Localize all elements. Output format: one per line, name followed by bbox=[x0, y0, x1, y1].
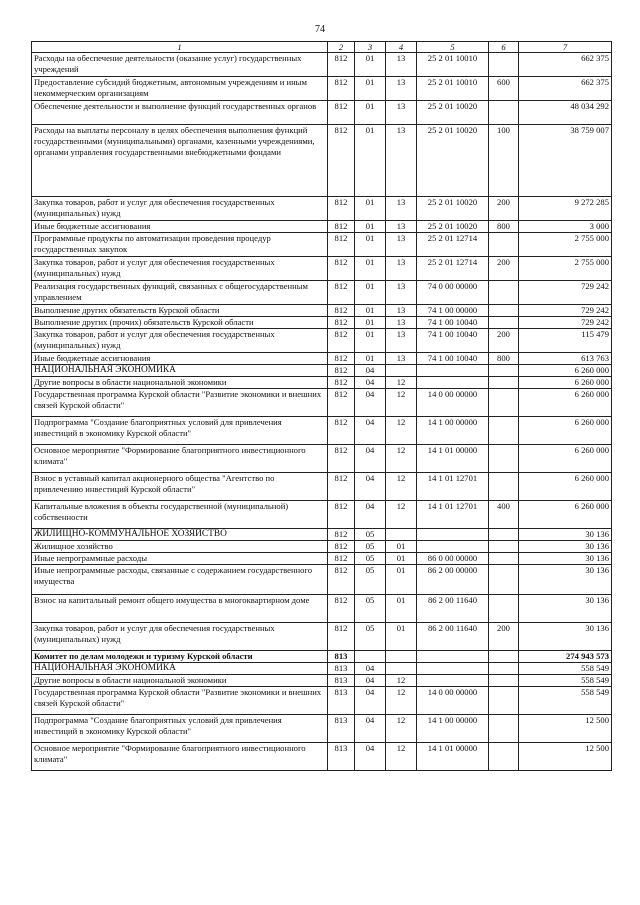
cell-pr: 12 bbox=[386, 675, 417, 687]
cell-csr: 25 2 01 12714 bbox=[417, 233, 489, 257]
cell-pr: 12 bbox=[386, 389, 417, 417]
header-col-6: 6 bbox=[489, 42, 519, 53]
cell-sum: 38 759 007 bbox=[519, 125, 612, 197]
cell-name: Взнос в уставный капитал акционерного общества "Агентство по привлечению инвестиций Курской области" bbox=[32, 473, 328, 501]
cell-pr: 13 bbox=[386, 77, 417, 101]
table-row bbox=[32, 541, 612, 553]
cell-name: Жилищное хозяйство bbox=[32, 541, 328, 553]
cell-name: Государственная программа Курской области "Развитие экономики и внешних связей Курской области" bbox=[32, 687, 328, 715]
table-row bbox=[32, 445, 612, 473]
cell-sum: 6 260 000 bbox=[519, 365, 612, 377]
table-row bbox=[32, 651, 612, 663]
cell-name: НАЦИОНАЛЬНАЯ ЭКОНОМИКА bbox=[32, 663, 328, 675]
cell-pr bbox=[386, 663, 417, 675]
cell-sum: 6 260 000 bbox=[519, 377, 612, 389]
cell-sum: 30 136 bbox=[519, 529, 612, 541]
cell-sum: 48 034 292 bbox=[519, 101, 612, 125]
cell-gr: 812 bbox=[328, 377, 355, 389]
cell-pr: 01 bbox=[386, 595, 417, 623]
cell-rz: 01 bbox=[355, 53, 386, 77]
cell-sum: 30 136 bbox=[519, 565, 612, 595]
cell-csr: 25 2 01 10010 bbox=[417, 77, 489, 101]
cell-vr bbox=[489, 281, 519, 305]
cell-rz: 05 bbox=[355, 553, 386, 565]
cell-vr: 100 bbox=[489, 125, 519, 197]
cell-csr: 25 2 01 12714 bbox=[417, 257, 489, 281]
table-row bbox=[32, 101, 612, 125]
header-col-5: 5 bbox=[417, 42, 489, 53]
cell-gr: 812 bbox=[328, 257, 355, 281]
cell-csr bbox=[417, 377, 489, 389]
cell-name: Закупка товаров, работ и услуг для обеспечения государственных (муниципальных) нужд bbox=[32, 623, 328, 651]
cell-gr: 812 bbox=[328, 281, 355, 305]
cell-csr: 14 1 01 00000 bbox=[417, 445, 489, 473]
cell-name: Взнос на капитальный ремонт общего имущества в многоквартирном доме bbox=[32, 595, 328, 623]
cell-csr bbox=[417, 675, 489, 687]
cell-name: Предоставление субсидий бюджетным, автономным учреждениям и иным некоммерческим организациям bbox=[32, 77, 328, 101]
cell-pr bbox=[386, 529, 417, 541]
header-row bbox=[32, 42, 612, 53]
cell-rz: 04 bbox=[355, 501, 386, 529]
cell-csr: 25 2 01 10020 bbox=[417, 101, 489, 125]
cell-name: Выполнение других (прочих) обязательств Курской области bbox=[32, 317, 328, 329]
cell-vr bbox=[489, 687, 519, 715]
table-row bbox=[32, 353, 612, 365]
cell-pr: 01 bbox=[386, 541, 417, 553]
cell-csr: 25 2 01 10020 bbox=[417, 221, 489, 233]
table-row bbox=[32, 473, 612, 501]
cell-gr: 812 bbox=[328, 565, 355, 595]
cell-name: Программные продукты по автоматизации проведения процедур государственных закупок bbox=[32, 233, 328, 257]
cell-name: Обеспечение деятельности и выполнение функций государственных органов bbox=[32, 101, 328, 125]
cell-pr: 01 bbox=[386, 565, 417, 595]
cell-pr: 12 bbox=[386, 715, 417, 743]
cell-vr bbox=[489, 473, 519, 501]
cell-pr: 13 bbox=[386, 329, 417, 353]
cell-pr: 01 bbox=[386, 553, 417, 565]
table-row bbox=[32, 317, 612, 329]
cell-rz bbox=[355, 651, 386, 663]
cell-name: Подпрограмма "Создание благоприятных условий для привлечения инвестиций в экономику Курской области" bbox=[32, 417, 328, 445]
cell-csr bbox=[417, 529, 489, 541]
cell-sum: 115 479 bbox=[519, 329, 612, 353]
cell-sum: 12 500 bbox=[519, 743, 612, 771]
cell-vr bbox=[489, 715, 519, 743]
cell-pr: 13 bbox=[386, 257, 417, 281]
cell-rz: 01 bbox=[355, 281, 386, 305]
cell-sum: 30 136 bbox=[519, 595, 612, 623]
table-row bbox=[32, 125, 612, 197]
cell-gr: 812 bbox=[328, 553, 355, 565]
header-col-3: 3 bbox=[355, 42, 386, 53]
table-row bbox=[32, 501, 612, 529]
cell-rz: 01 bbox=[355, 353, 386, 365]
cell-rz: 04 bbox=[355, 365, 386, 377]
cell-sum: 12 500 bbox=[519, 715, 612, 743]
cell-name: Другие вопросы в области национальной экономики bbox=[32, 675, 328, 687]
cell-sum: 729 242 bbox=[519, 305, 612, 317]
cell-sum: 30 136 bbox=[519, 553, 612, 565]
cell-rz: 04 bbox=[355, 377, 386, 389]
table-row bbox=[32, 377, 612, 389]
cell-rz: 01 bbox=[355, 125, 386, 197]
table-row bbox=[32, 197, 612, 221]
cell-name: Другие вопросы в области национальной экономики bbox=[32, 377, 328, 389]
cell-csr: 14 1 01 12701 bbox=[417, 501, 489, 529]
cell-vr bbox=[489, 53, 519, 77]
cell-vr: 800 bbox=[489, 221, 519, 233]
cell-pr: 12 bbox=[386, 501, 417, 529]
cell-name: Основное мероприятие "Формирование благоприятного инвестиционного климата" bbox=[32, 445, 328, 473]
header-col-7: 7 bbox=[519, 42, 612, 53]
cell-rz: 04 bbox=[355, 743, 386, 771]
cell-name: Расходы на выплаты персоналу в целях обеспечения выполнения функций государственными (муниципальными) органами, казенными учреждениями, органами управления государственными внебюджетными фондами bbox=[32, 125, 328, 197]
cell-csr: 14 0 00 00000 bbox=[417, 687, 489, 715]
cell-vr bbox=[489, 365, 519, 377]
cell-rz: 04 bbox=[355, 687, 386, 715]
table-row bbox=[32, 565, 612, 595]
cell-pr: 13 bbox=[386, 317, 417, 329]
cell-rz: 04 bbox=[355, 445, 386, 473]
cell-sum: 558 549 bbox=[519, 675, 612, 687]
cell-sum: 9 272 285 bbox=[519, 197, 612, 221]
cell-vr bbox=[489, 377, 519, 389]
cell-pr: 13 bbox=[386, 197, 417, 221]
cell-rz: 04 bbox=[355, 389, 386, 417]
cell-gr: 813 bbox=[328, 651, 355, 663]
cell-gr: 812 bbox=[328, 305, 355, 317]
cell-vr bbox=[489, 553, 519, 565]
cell-vr bbox=[489, 317, 519, 329]
cell-sum: 662 375 bbox=[519, 77, 612, 101]
cell-gr: 812 bbox=[328, 445, 355, 473]
cell-gr: 813 bbox=[328, 663, 355, 675]
cell-pr: 01 bbox=[386, 623, 417, 651]
cell-vr: 600 bbox=[489, 77, 519, 101]
cell-rz: 01 bbox=[355, 197, 386, 221]
cell-csr: 25 2 01 10020 bbox=[417, 197, 489, 221]
cell-sum: 6 260 000 bbox=[519, 445, 612, 473]
cell-name: Иные непрограммные расходы bbox=[32, 553, 328, 565]
cell-pr: 13 bbox=[386, 305, 417, 317]
table-row bbox=[32, 623, 612, 651]
cell-vr bbox=[489, 541, 519, 553]
cell-sum: 6 260 000 bbox=[519, 417, 612, 445]
cell-rz: 04 bbox=[355, 417, 386, 445]
cell-gr: 812 bbox=[328, 329, 355, 353]
table-row bbox=[32, 233, 612, 257]
cell-pr: 13 bbox=[386, 233, 417, 257]
table-row bbox=[32, 53, 612, 77]
cell-vr bbox=[489, 743, 519, 771]
cell-rz: 05 bbox=[355, 595, 386, 623]
cell-rz: 01 bbox=[355, 77, 386, 101]
cell-gr: 813 bbox=[328, 715, 355, 743]
cell-gr: 812 bbox=[328, 529, 355, 541]
cell-gr: 812 bbox=[328, 417, 355, 445]
cell-sum: 6 260 000 bbox=[519, 501, 612, 529]
cell-pr: 12 bbox=[386, 473, 417, 501]
cell-name: Основное мероприятие "Формирование благоприятного инвестиционного климата" bbox=[32, 743, 328, 771]
cell-pr: 13 bbox=[386, 221, 417, 233]
cell-vr bbox=[489, 445, 519, 473]
cell-sum: 613 763 bbox=[519, 353, 612, 365]
cell-pr bbox=[386, 365, 417, 377]
cell-gr: 813 bbox=[328, 743, 355, 771]
cell-csr: 14 1 00 00000 bbox=[417, 417, 489, 445]
cell-pr: 12 bbox=[386, 687, 417, 715]
cell-vr: 200 bbox=[489, 257, 519, 281]
cell-gr: 812 bbox=[328, 595, 355, 623]
cell-pr: 13 bbox=[386, 281, 417, 305]
table-row bbox=[32, 389, 612, 417]
cell-gr: 812 bbox=[328, 353, 355, 365]
cell-sum: 6 260 000 bbox=[519, 473, 612, 501]
cell-sum: 274 943 573 bbox=[519, 651, 612, 663]
cell-pr: 12 bbox=[386, 743, 417, 771]
table-row bbox=[32, 687, 612, 715]
header-col-1: 1 bbox=[32, 42, 328, 53]
page-number: 74 bbox=[315, 24, 325, 35]
cell-name: Закупка товаров, работ и услуг для обеспечения государственных (муниципальных) нужд bbox=[32, 329, 328, 353]
cell-vr: 200 bbox=[489, 329, 519, 353]
cell-pr bbox=[386, 651, 417, 663]
cell-vr: 200 bbox=[489, 197, 519, 221]
table-row bbox=[32, 417, 612, 445]
cell-sum: 729 242 bbox=[519, 317, 612, 329]
cell-sum: 30 136 bbox=[519, 541, 612, 553]
cell-rz: 04 bbox=[355, 473, 386, 501]
cell-csr bbox=[417, 365, 489, 377]
cell-vr: 200 bbox=[489, 623, 519, 651]
cell-pr: 13 bbox=[386, 101, 417, 125]
cell-pr: 13 bbox=[386, 53, 417, 77]
cell-csr bbox=[417, 651, 489, 663]
cell-rz: 05 bbox=[355, 565, 386, 595]
cell-vr bbox=[489, 663, 519, 675]
cell-name: Иные бюджетные ассигнования bbox=[32, 353, 328, 365]
cell-csr: 86 2 00 00000 bbox=[417, 565, 489, 595]
cell-gr: 812 bbox=[328, 53, 355, 77]
table-row bbox=[32, 329, 612, 353]
cell-name: Иные бюджетные ассигнования bbox=[32, 221, 328, 233]
cell-rz: 05 bbox=[355, 529, 386, 541]
cell-csr: 86 2 00 11640 bbox=[417, 595, 489, 623]
cell-vr: 800 bbox=[489, 353, 519, 365]
cell-rz: 01 bbox=[355, 257, 386, 281]
cell-name: НАЦИОНАЛЬНАЯ ЭКОНОМИКА bbox=[32, 365, 328, 377]
table-row bbox=[32, 715, 612, 743]
cell-rz: 01 bbox=[355, 305, 386, 317]
cell-csr: 86 0 00 00000 bbox=[417, 553, 489, 565]
cell-csr: 74 1 00 00000 bbox=[417, 305, 489, 317]
cell-vr: 400 bbox=[489, 501, 519, 529]
cell-name: Расходы на обеспечение деятельности (оказание услуг) государственных учреждений bbox=[32, 53, 328, 77]
cell-gr: 812 bbox=[328, 125, 355, 197]
cell-pr: 12 bbox=[386, 377, 417, 389]
cell-name: Иные непрограммные расходы, связанные с содержанием государственного имущества bbox=[32, 565, 328, 595]
cell-name: Подпрограмма "Создание благоприятных условий для привлечения инвестиций в экономику Курской области" bbox=[32, 715, 328, 743]
cell-gr: 812 bbox=[328, 365, 355, 377]
cell-sum: 3 000 bbox=[519, 221, 612, 233]
cell-pr: 13 bbox=[386, 353, 417, 365]
cell-gr: 812 bbox=[328, 221, 355, 233]
cell-sum: 662 375 bbox=[519, 53, 612, 77]
cell-csr: 14 1 01 12701 bbox=[417, 473, 489, 501]
cell-vr bbox=[489, 595, 519, 623]
cell-csr: 74 1 00 10040 bbox=[417, 329, 489, 353]
cell-rz: 04 bbox=[355, 715, 386, 743]
cell-gr: 812 bbox=[328, 389, 355, 417]
table-row bbox=[32, 281, 612, 305]
table-row bbox=[32, 553, 612, 565]
cell-name: ЖИЛИЩНО-КОММУНАЛЬНОЕ ХОЗЯЙСТВО bbox=[32, 529, 328, 541]
cell-vr bbox=[489, 675, 519, 687]
cell-rz: 01 bbox=[355, 101, 386, 125]
table-row bbox=[32, 365, 612, 377]
cell-gr: 812 bbox=[328, 623, 355, 651]
cell-csr bbox=[417, 541, 489, 553]
cell-name: Реализация государственных функций, связанных с общегосударственным управлением bbox=[32, 281, 328, 305]
cell-name: Государственная программа Курской области "Развитие экономики и внешних связей Курской области" bbox=[32, 389, 328, 417]
cell-vr bbox=[489, 651, 519, 663]
cell-gr: 812 bbox=[328, 541, 355, 553]
header-col-4: 4 bbox=[386, 42, 417, 53]
cell-rz: 01 bbox=[355, 329, 386, 353]
cell-gr: 813 bbox=[328, 687, 355, 715]
cell-csr: 74 1 00 10040 bbox=[417, 317, 489, 329]
cell-rz: 04 bbox=[355, 663, 386, 675]
cell-gr: 812 bbox=[328, 317, 355, 329]
table-body bbox=[32, 53, 612, 771]
cell-sum: 2 755 000 bbox=[519, 233, 612, 257]
cell-pr: 12 bbox=[386, 445, 417, 473]
table-row bbox=[32, 305, 612, 317]
cell-pr: 12 bbox=[386, 417, 417, 445]
cell-sum: 558 549 bbox=[519, 687, 612, 715]
cell-csr bbox=[417, 663, 489, 675]
cell-pr: 13 bbox=[386, 125, 417, 197]
cell-vr bbox=[489, 565, 519, 595]
cell-rz: 04 bbox=[355, 675, 386, 687]
cell-name: Закупка товаров, работ и услуг для обеспечения государственных (муниципальных) нужд bbox=[32, 257, 328, 281]
cell-vr bbox=[489, 389, 519, 417]
table-row bbox=[32, 663, 612, 675]
cell-vr bbox=[489, 305, 519, 317]
cell-csr: 74 0 00 00000 bbox=[417, 281, 489, 305]
cell-gr: 813 bbox=[328, 675, 355, 687]
table-row bbox=[32, 529, 612, 541]
header-col-2: 2 bbox=[328, 42, 355, 53]
cell-csr: 74 1 00 10040 bbox=[417, 353, 489, 365]
cell-rz: 01 bbox=[355, 317, 386, 329]
cell-rz: 01 bbox=[355, 221, 386, 233]
cell-gr: 812 bbox=[328, 101, 355, 125]
cell-csr: 25 2 01 10010 bbox=[417, 53, 489, 77]
cell-gr: 812 bbox=[328, 473, 355, 501]
cell-sum: 558 549 bbox=[519, 663, 612, 675]
cell-rz: 01 bbox=[355, 233, 386, 257]
table-row bbox=[32, 257, 612, 281]
cell-vr bbox=[489, 101, 519, 125]
cell-csr: 14 0 00 00000 bbox=[417, 389, 489, 417]
cell-vr bbox=[489, 233, 519, 257]
cell-vr bbox=[489, 529, 519, 541]
cell-rz: 05 bbox=[355, 623, 386, 651]
cell-gr: 812 bbox=[328, 501, 355, 529]
cell-csr: 14 1 01 00000 bbox=[417, 743, 489, 771]
cell-gr: 812 bbox=[328, 197, 355, 221]
cell-name: Комитет по делам молодежи и туризму Курской области bbox=[32, 651, 328, 663]
cell-name: Капитальные вложения в объекты государственной (муниципальной) собственности bbox=[32, 501, 328, 529]
budget-table bbox=[31, 41, 612, 771]
cell-sum: 30 136 bbox=[519, 623, 612, 651]
cell-sum: 2 755 000 bbox=[519, 257, 612, 281]
cell-name: Выполнение других обязательств Курской области bbox=[32, 305, 328, 317]
cell-gr: 812 bbox=[328, 77, 355, 101]
cell-rz: 05 bbox=[355, 541, 386, 553]
cell-vr bbox=[489, 417, 519, 445]
table-row bbox=[32, 221, 612, 233]
table-row bbox=[32, 77, 612, 101]
cell-csr: 14 1 00 00000 bbox=[417, 715, 489, 743]
cell-sum: 729 242 bbox=[519, 281, 612, 305]
cell-csr: 25 2 01 10020 bbox=[417, 125, 489, 197]
cell-name: Закупка товаров, работ и услуг для обеспечения государственных (муниципальных) нужд bbox=[32, 197, 328, 221]
table-row bbox=[32, 743, 612, 771]
cell-gr: 812 bbox=[328, 233, 355, 257]
table-row bbox=[32, 675, 612, 687]
cell-sum: 6 260 000 bbox=[519, 389, 612, 417]
cell-csr: 86 2 00 11640 bbox=[417, 623, 489, 651]
table-row bbox=[32, 595, 612, 623]
